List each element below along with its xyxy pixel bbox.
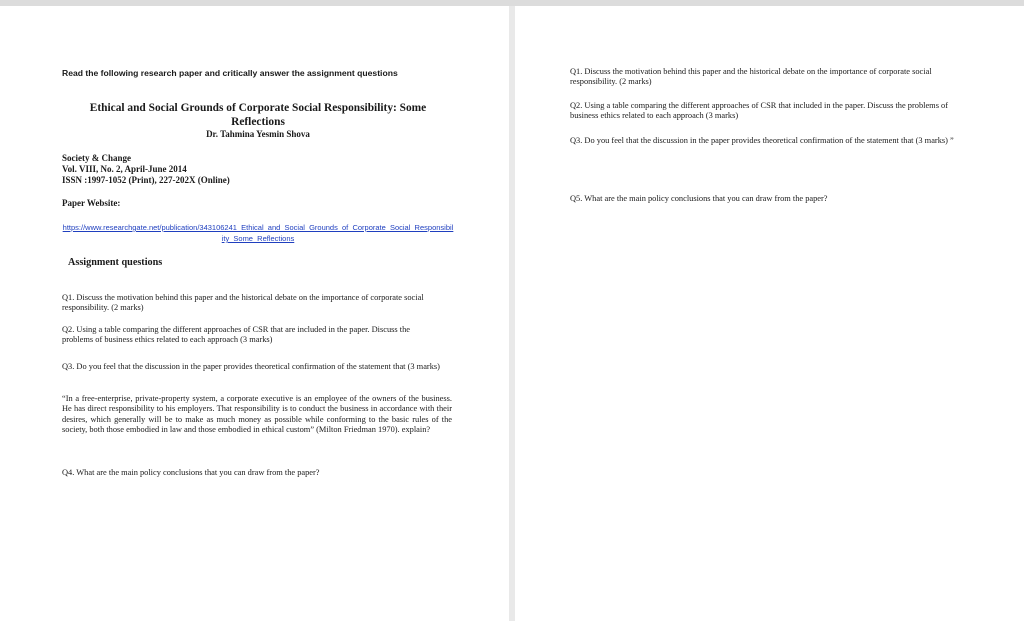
right-question-5: Q5. What are the main policy conclusions that you can draw from the paper?: [570, 194, 828, 203]
assignment-heading: Assignment questions: [68, 257, 163, 268]
paper-author: Dr. Tahmina Yesmin Shova: [206, 129, 310, 139]
document-page-left: [0, 6, 509, 621]
paper-website-label: Paper Website:: [62, 198, 121, 208]
right-question-1: Q1. Discuss the motivation behind this paper and the historical debate on the importance of corporate social responsibility. (2 marks): [570, 67, 932, 87]
friedman-quote: “In a free-enterprise, private-property system, a corporate executive is an employee of the owners of the business. He has direct responsibility to his employers. That responsibility is to conduct the business in accordance with their desires, which generally will be to make as much money as possible while conforming to the basic rules of the society, both those embodied in law and those embodied in ethical custom” (Milton Friedman 1970). explain?: [62, 394, 452, 435]
journal-volume: Vol. VIII, No. 2, April-June 2014: [62, 164, 187, 174]
question-2: Q2. Using a table comparing the different approaches of CSR that are included in the paper. Discuss the problems of business ethics related to each approach (3 marks): [62, 325, 411, 345]
paper-url-link[interactable]: https://www.researchgate.net/publication/343106241_Ethical_and_Social_Grounds_of_Corporate_Social_Responsibility_Some_Reflections: [62, 223, 454, 243]
question-3: Q3. Do you feel that the discussion in the paper provides theoretical confirmation of the statement that (3 marks): [62, 362, 440, 371]
journal-info: [62, 153, 230, 186]
right-question-2: Q2. Using a table comparing the different approaches of CSR that included in the paper. Discuss the problems of business ethics related to each approach (3 marks): [570, 101, 949, 121]
question-4: Q4. What are the main policy conclusions that you can draw from the paper?: [62, 468, 320, 477]
journal-name: Society & Change: [62, 153, 131, 163]
question-1: Q1. Discuss the motivation behind this paper and the historical debate on the importance of corporate social responsibility. (2 marks): [62, 293, 424, 313]
instruction-text: Read the following research paper and critically answer the assignment questions: [62, 68, 398, 78]
right-question-3: Q3. Do you feel that the discussion in the paper provides theoretical confirmation of the statement that (3 marks) ”: [570, 136, 954, 145]
document-page-right: [515, 6, 1024, 621]
paper-title: Ethical and Social Grounds of Corporate Social Responsibility: Some Reflections: [89, 102, 427, 128]
journal-issn: ISSN :1997-1052 (Print), 227-202X (Online): [62, 175, 230, 185]
